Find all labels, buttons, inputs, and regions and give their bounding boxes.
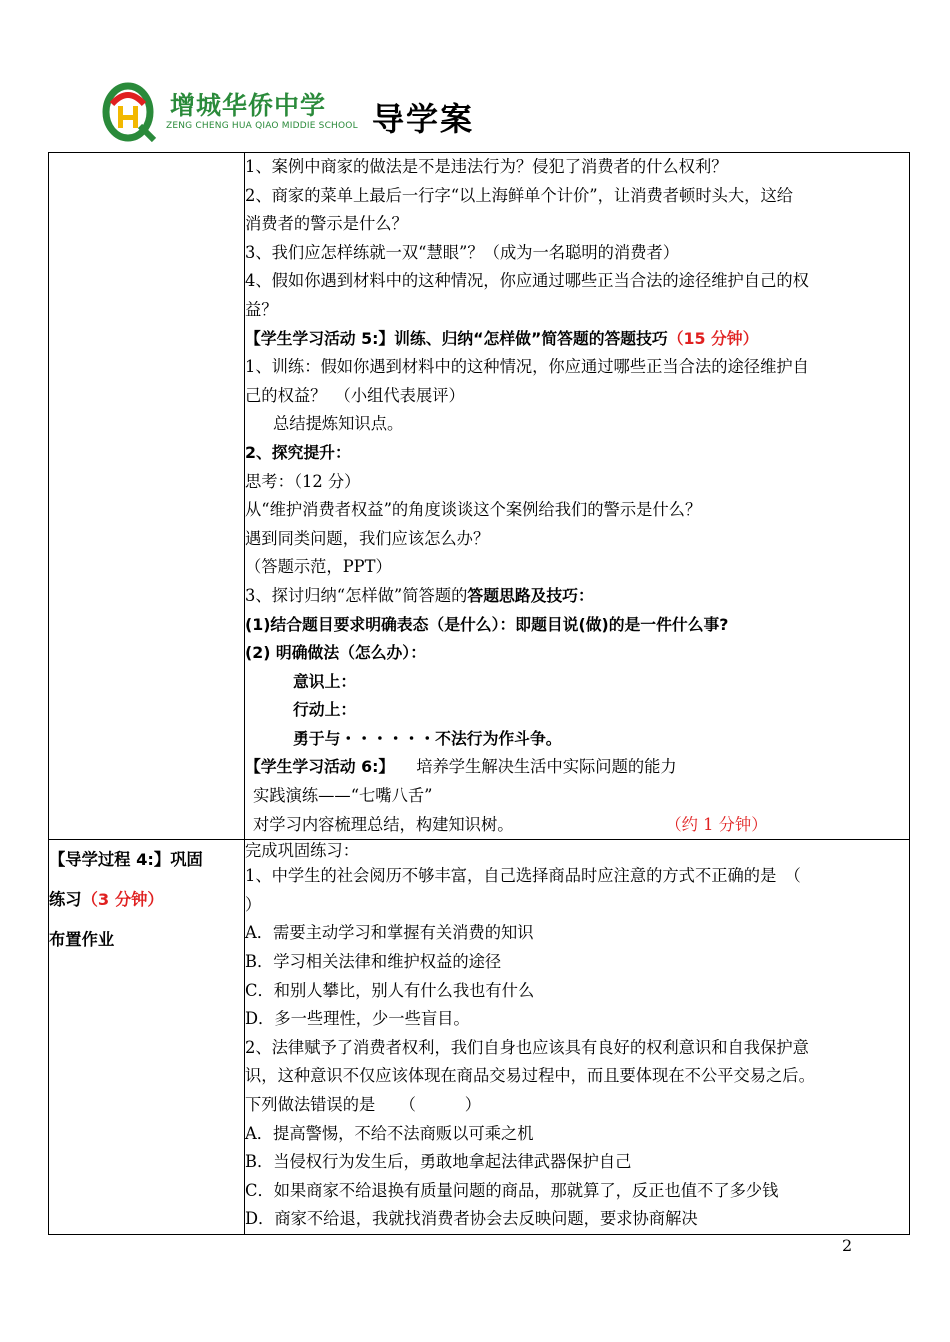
demo-note: （答题示范，PPT） — [245, 557, 392, 577]
tip-awareness: 意识上： — [293, 671, 357, 691]
what-to-do-question: 遇到同类问题，我们应该怎么办？ — [245, 528, 490, 548]
exercise-q2-option-d: D．商家不给退，我就找消费者协会去反映问题，要求协商解决 — [245, 1209, 698, 1229]
exercise-q2-line-1: 2、法律赋予了消费者权利，我们自身也应该具有良好的权利意识和自我保护意 — [245, 1037, 809, 1057]
table-row — [49, 840, 910, 1235]
page-number: 2 — [842, 1236, 853, 1255]
lesson-table — [48, 152, 910, 1235]
page-header — [100, 72, 560, 142]
review-line — [245, 811, 909, 840]
exercise-q2-line-3: 下列做法错误的是 （ ） — [245, 1095, 482, 1114]
row2-right-cell — [245, 840, 910, 1235]
tip-2: (2) 明确做法（怎么办）： — [245, 643, 426, 663]
question-1: 1、案例中商家的做法是不是违法行为？侵犯了消费者的什么权利？ — [245, 157, 728, 176]
row1-left-cell — [49, 153, 245, 840]
activity-5-title: 【学生学习活动 5:】训练、归纳“怎样做”简答题的答题技巧 — [245, 328, 668, 348]
training-line-2: 己的权益？ （小组代表展评） — [245, 385, 465, 405]
homework-label: 布置作业 — [49, 930, 115, 950]
activity-6-desc: 培养学生解决生活中实际问题的能力 — [416, 757, 677, 777]
exercise-q1-option-c: C．和别人攀比，别人有什么我也有什么 — [245, 980, 535, 1000]
activity-6-title: 【学生学习活动 6:】 — [245, 757, 395, 777]
question-4-line-1: 4、假如你遇到材料中的这种情况，你应通过哪些正当合法的途径维护自己的权 — [245, 271, 809, 291]
exercise-q2-option-a: A．提高警惕，不给不法商贩以可乘之机 — [245, 1123, 534, 1143]
review-time: （约 1 分钟） — [673, 814, 768, 834]
table-row — [49, 153, 910, 840]
exercise-intro: 完成巩固练习： — [245, 841, 359, 861]
practice-prefix: 练习 — [49, 890, 82, 910]
exercise-q1-option-b: B．学习相关法律和维护权益的途径 — [245, 952, 502, 972]
question-4-line-2: 益？ — [245, 299, 278, 319]
row2-left-cell — [49, 840, 245, 1235]
question-2-line-1: 2、商家的菜单上最后一行字“以上海鲜单个计价”，让消费者顿时头大，这给 — [245, 185, 794, 205]
tip-1: (1)结合题目要求明确表态（是什么）：即题目说(做)的是一件什么事? — [245, 614, 729, 634]
discuss-bold: 答题思路及技巧： — [467, 585, 594, 605]
exercise-q1: 1、中学生的社会阅历不够丰富，自己选择商品时应注意的方式不正确的是 （ — [245, 866, 801, 886]
summary-text: 总结提炼知识点。 — [273, 414, 404, 434]
process-4-title: 【导学过程 4:】巩固 — [49, 850, 203, 870]
exercise-q2-option-b: B．当侵权行为发生后，勇敢地拿起法律武器保护自己 — [245, 1152, 632, 1172]
exercise-q1-paren: ） — [245, 894, 262, 914]
activity-5-heading — [245, 325, 909, 354]
question-2-line-2: 消费者的警示是什么？ — [245, 214, 408, 234]
exercise-q2-line-2: 识，这种意识不仅应该体现在商品交易过程中，而且要体现在不公平交易之后。 — [245, 1066, 815, 1086]
discuss-heading — [245, 582, 909, 611]
row1-right-cell — [245, 153, 910, 840]
school-name-cn: 增城华侨中学 — [170, 91, 327, 120]
school-logo-icon — [100, 82, 158, 142]
practice-label — [49, 880, 244, 920]
warning-question: 从“维护消费者权益”的角度谈谈这个案例给我们的警示是什么？ — [245, 500, 702, 520]
practice-text: 实践演练——“七嘴八舌” — [253, 786, 433, 806]
explore-heading: 2、探究提升： — [245, 442, 351, 462]
tip-action: 行动上： — [293, 700, 357, 720]
tip-fight: 勇于与・・・・・・不法行为作斗争。 — [293, 728, 562, 748]
practice-time: （3 分钟） — [81, 890, 164, 910]
discuss-prefix: 3、探讨归纳“怎样做”简答题的 — [245, 585, 468, 605]
exercise-q1-option-a: A．需要主动学习和掌握有关消费的知识 — [245, 923, 534, 943]
activity-6-heading — [245, 753, 909, 782]
exercise-q2-option-c: C．如果商家不给退换有质量问题的商品，那就算了，反正也值不了多少钱 — [245, 1180, 779, 1200]
activity-5-time: （15 分钟） — [667, 328, 759, 348]
training-line-1: 1、训练：假如你遇到材料中的这种情况，你应通过哪些正当合法的途径维护自 — [245, 357, 809, 377]
school-name-en: ZENG CHENG HUA QIAO MIDDIE SCHOOL — [166, 121, 358, 131]
page-title: 导学案 — [372, 100, 475, 138]
think-text: 思考：（12 分） — [245, 471, 361, 491]
review-text: 对学习内容梳理总结，构建知识树。 — [253, 814, 514, 834]
exercise-q1-option-d: D．多一些理性，少一些盲目。 — [245, 1009, 470, 1029]
question-3: 3、我们应怎样练就一双“慧眼”？（成为一名聪明的消费者） — [245, 242, 680, 262]
